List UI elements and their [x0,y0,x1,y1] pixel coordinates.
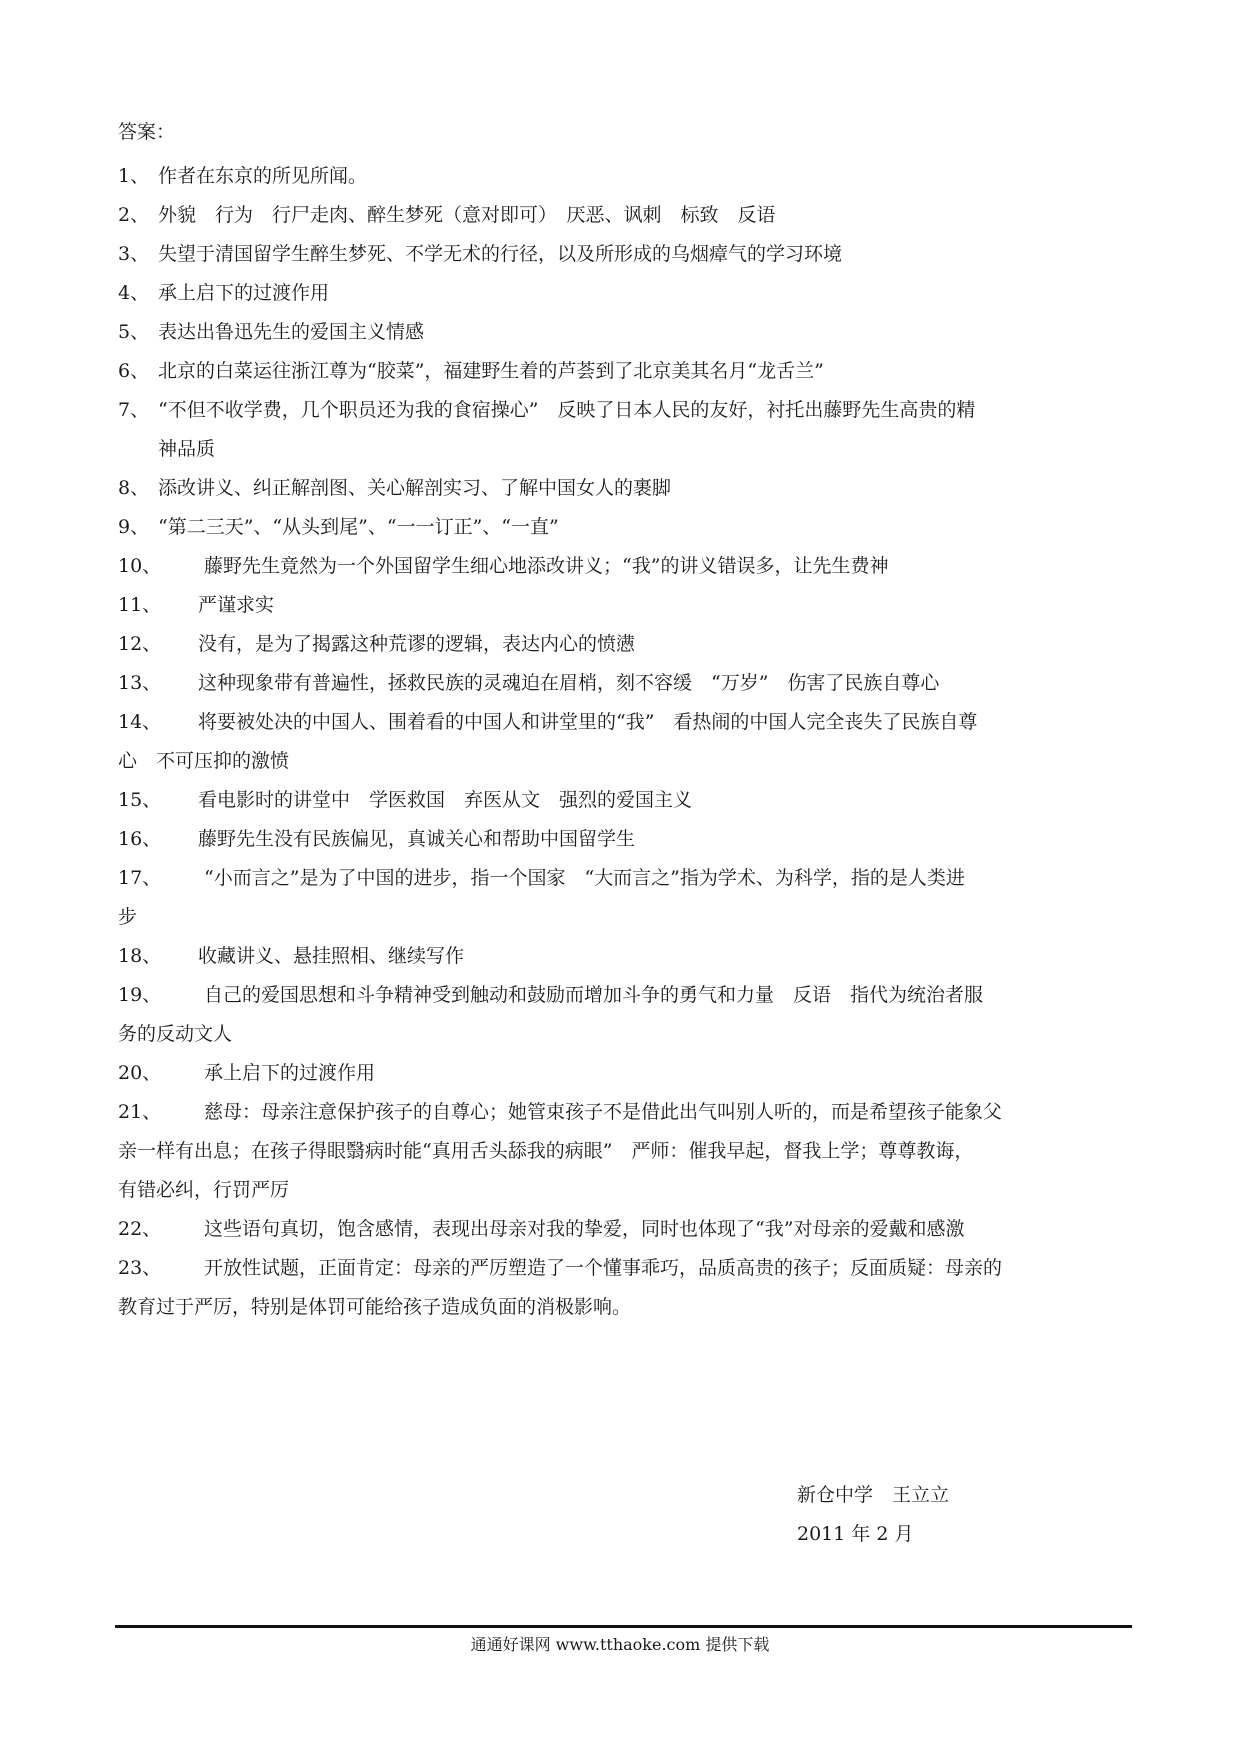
answer-number: 23、 [118,1257,162,1279]
answer-number: 7、 [118,399,150,421]
answer-item [118,820,1133,859]
answer-item [118,1210,1133,1249]
answer-first-line [118,1093,1133,1132]
answer-item [118,703,1133,781]
answer-number: 5、 [118,321,150,343]
answer-item [118,157,1133,196]
answer-number: 19、 [118,984,162,1006]
answer-text: 作者在东京的所见所闻。 [158,165,368,187]
answer-first-line [118,1054,1133,1093]
document-content [118,118,1133,1327]
answer-first-line [118,1249,1133,1288]
answer-item [118,937,1133,976]
answer-text: 收藏讲义、悬挂照相、继续写作 [198,945,465,967]
answer-first-line [118,469,1133,508]
answer-text: 北京的白菜运往浙江尊为“胶菜”，福建野生着的芦荟到了北京美其名月“龙舌兰” [158,360,824,382]
answer-item [118,859,1133,937]
answer-number: 4、 [118,282,150,304]
answer-first-line [118,313,1133,352]
answer-item [118,586,1133,625]
answer-first-line [118,937,1133,976]
answer-item [118,781,1133,820]
answer-text: 看电影时的讲堂中 学医救国 弃医从文 强烈的爱国主义 [198,789,693,811]
answers-heading: 答案： [118,121,176,143]
answer-continuation: 务的反动文人 [118,1023,233,1045]
answer-text: “第二三天”、“从头到尾”、“一一订正”、“一直” [158,516,559,538]
answer-item [118,1093,1133,1210]
answer-number: 15、 [118,789,162,811]
answer-first-line [118,547,1133,586]
answer-number: 20、 [118,1062,162,1084]
signature-block [797,1476,949,1554]
answer-item [118,664,1133,703]
answer-number: 3、 [118,243,150,265]
answer-number: 2、 [118,204,150,226]
answer-text: 开放性试题，正面肯定：母亲的严厉塑造了一个懂事乖巧，品质高贵的孩子；反面质疑：母亲的 [198,1257,1003,1279]
answer-number: 22、 [118,1218,162,1240]
answer-first-line [118,1210,1133,1249]
answer-text: 将要被处决的中国人、围着看的中国人和讲堂里的“我” 看热闹的中国人完全丧失了民族自尊 [198,711,978,733]
answer-first-line [118,157,1133,196]
answer-first-line [118,664,1133,703]
answer-number: 21、 [118,1101,162,1123]
answer-number: 8、 [118,477,150,499]
answer-list [118,157,1133,1327]
answer-first-line [118,196,1133,235]
answer-continuation: 教育过于严厉，特别是体罚可能给孩子造成负面的消极影响。 [118,1296,632,1318]
answer-item [118,469,1133,508]
answer-item [118,196,1133,235]
answer-first-line [118,781,1133,820]
answer-number: 17、 [118,867,162,889]
answer-first-line [118,586,1133,625]
answer-first-line [118,508,1133,547]
answer-item [118,313,1133,352]
answer-text: 严谨求实 [198,594,275,616]
answer-first-line [118,235,1133,274]
answer-first-line [118,391,1133,430]
answer-number: 14、 [118,711,162,733]
footer-divider [115,1625,1132,1628]
answer-text: 承上启下的过渡作用 [158,282,330,304]
answer-number: 1、 [118,165,150,187]
answer-continuation: 心 不可压抑的激愤 [118,750,290,772]
answer-first-line [118,859,1133,898]
answer-text: 承上启下的过渡作用 [198,1062,376,1084]
answer-text: 这些语句真切，饱含感情，表现出母亲对我的挚爱，同时也体现了“我”对母亲的爱戴和感激 [198,1218,965,1240]
answer-first-line [118,976,1133,1015]
answer-number: 6、 [118,360,150,382]
answer-item [118,976,1133,1054]
answer-item [118,625,1133,664]
answer-text: 外貌 行为 行尸走肉、醉生梦死（意对即可） 厌恶、讽刺 标致 反语 [158,204,776,226]
signature-author: 新仓中学 王立立 [797,1484,950,1506]
answer-number: 18、 [118,945,162,967]
answer-number: 11、 [118,594,162,616]
answer-continuation: 步 [118,906,138,928]
answer-first-line [118,820,1133,859]
answer-first-line [118,274,1133,313]
answer-item [118,274,1133,313]
answer-text: 藤野先生竟然为一个外国留学生细心地添改讲义；“我”的讲义错误多，让先生费神 [198,555,889,577]
answer-text: 慈母：母亲注意保护孩子的自尊心；她管束孩子不是借此出气叫别人听的，而是希望孩子能象父 [198,1101,1003,1123]
answer-item [118,547,1133,586]
answer-text: 没有，是为了揭露这种荒谬的逻辑，表达内心的愤懑 [198,633,636,655]
answer-item [118,352,1133,391]
answer-continuation: 有错必纠，行罚严厉 [118,1179,290,1201]
answer-item [118,391,1133,469]
answer-text: 失望于清国留学生醉生梦死、不学无术的行径，以及所形成的乌烟瘴气的学习环境 [158,243,843,265]
answer-number: 9、 [118,516,150,538]
answer-text: “小而言之”是为了中国的进步，指一个国家 “大而言之”指为学术、为科学，指的是人类进 [198,867,965,889]
answer-item [118,508,1133,547]
signature-date: 2011 年 2 月 [797,1523,914,1545]
answer-text: 表达出鲁迅先生的爱国主义情感 [158,321,425,343]
answer-text: 自己的爱国思想和斗争精神受到触动和鼓励而增加斗争的勇气和力量 反语 指代为统治者服 [198,984,984,1006]
answer-first-line [118,352,1133,391]
answer-item [118,235,1133,274]
answer-continuation: 亲一样有出息；在孩子得眼翳病时能“真用舌头舔我的病眼” 严师：催我早起，督我上学；尊尊教诲， [118,1140,974,1162]
answer-number: 13、 [118,672,162,694]
answer-text: 这种现象带有普遍性，拯救民族的灵魂迫在眉梢，刻不容缓 “万岁” 伤害了民族自尊心 [198,672,940,694]
answer-first-line [118,703,1133,742]
answer-number: 10、 [118,555,162,577]
answer-text: “不但不收学费，几个职员还为我的食宿操心” 反映了日本人民的友好，衬托出藤野先生高贵的精 [158,399,976,421]
answer-number: 16、 [118,828,162,850]
answer-text: 添改讲义、纠正解剖图、关心解剖实习、了解中国女人的裹脚 [158,477,672,499]
answer-continuation: 神品质 [158,438,216,460]
footer-text: 通通好课网 www.tthaoke.com 提供下载 [470,1635,770,1654]
answer-item [118,1249,1133,1327]
answer-first-line [118,625,1133,664]
answer-number: 12、 [118,633,162,655]
answer-text: 藤野先生没有民族偏见，真诚关心和帮助中国留学生 [198,828,636,850]
answer-item [118,1054,1133,1093]
